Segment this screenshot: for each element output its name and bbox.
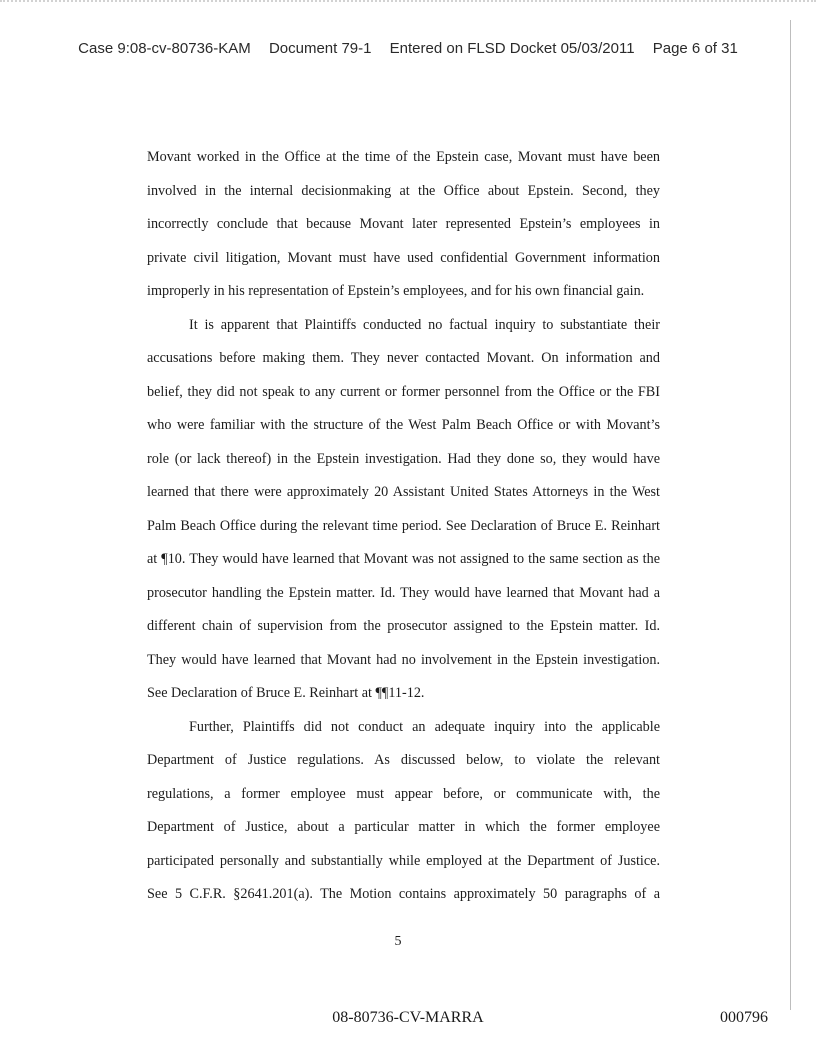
scan-edge-right [790, 20, 791, 1010]
scan-edge-top [0, 0, 816, 10]
text-line: Department of Justice regulations. As discussed below, to violate the relevant [147, 752, 660, 768]
paragraph-3 [147, 711, 660, 912]
text-line: Further, Plaintiffs did not conduct an adequate inquiry into the applicable [189, 718, 660, 735]
text-line: Movant worked in the Office at the time of the Epstein case, Movant must have been [147, 149, 660, 165]
ecf-header [0, 40, 816, 57]
paragraph-2 [147, 309, 660, 711]
text-line: private civil litigation, Movant must have used confidential Government information [147, 249, 660, 266]
text-line: Palm Beach Office during the relevant time period. See Declaration of Bruce E. Reinhart [147, 517, 660, 534]
text-line: different chain of supervision from the prosecutor assigned to the Epstein matter. Id. [147, 618, 660, 634]
header-case: Case 9:08-cv-80736-KAM [78, 40, 251, 57]
text-line: role (or lack thereof) in the Epstein investigation. Had they done so, they would have [147, 450, 660, 467]
text-line: regulations, a former employee must appear before, or communicate with, the [147, 785, 660, 802]
header-entered: Entered on FLSD Docket 05/03/2011 [389, 40, 635, 57]
text-line: improperly in his representation of Epstein’s employees, and for his own financial gain. [147, 283, 645, 299]
document-body [147, 141, 660, 912]
text-line: Department of Justice, about a particular matter in which the former employee [147, 819, 660, 835]
text-line: involved in the internal decisionmaking at the Office about Epstein. Second, they [147, 182, 660, 199]
text-line: incorrectly conclude that because Movant later represented Epstein’s employees in [147, 216, 660, 232]
text-line: who were familiar with the structure of the West Palm Beach Office or with Movant’s [147, 417, 660, 433]
text-line: learned that there were approximately 20 Assistant United States Attorneys in the West [147, 484, 660, 500]
text-line: accusations before making them. They never contacted Movant. On information and [147, 350, 660, 366]
text-line: See 5 C.F.R. §2641.201(a). The Motion contains approximately 50 paragraphs of a [147, 886, 660, 902]
text-line: belief, they did not speak to any current or former personnel from the Office or the FBI [147, 383, 660, 400]
header-document: Document 79-1 [268, 40, 372, 57]
text-line: See Declaration of Bruce E. Reinhart at ¶¶11-12. [147, 685, 425, 701]
header-page: Page 6 of 31 [652, 40, 738, 57]
text-line: at ¶10. They would have learned that Movant was not assigned to the same section as the [147, 551, 660, 567]
text-line: It is apparent that Plaintiffs conducted no factual inquiry to substantiate their [189, 316, 660, 333]
text-line: They would have learned that Movant had no involvement in the Epstein investigation. [147, 651, 660, 668]
text-line: prosecutor handling the Epstein matter. Id. They would have learned that Movant had a [147, 584, 660, 601]
footer-case-number: 08-80736-CV-MARRA [332, 1009, 484, 1026]
paragraph-1 [147, 141, 660, 309]
bates-number: 000796 [720, 1009, 768, 1026]
page-number: 5 [394, 934, 402, 949]
text-line: participated personally and substantially while employed at the Department of Justice. [147, 852, 660, 869]
